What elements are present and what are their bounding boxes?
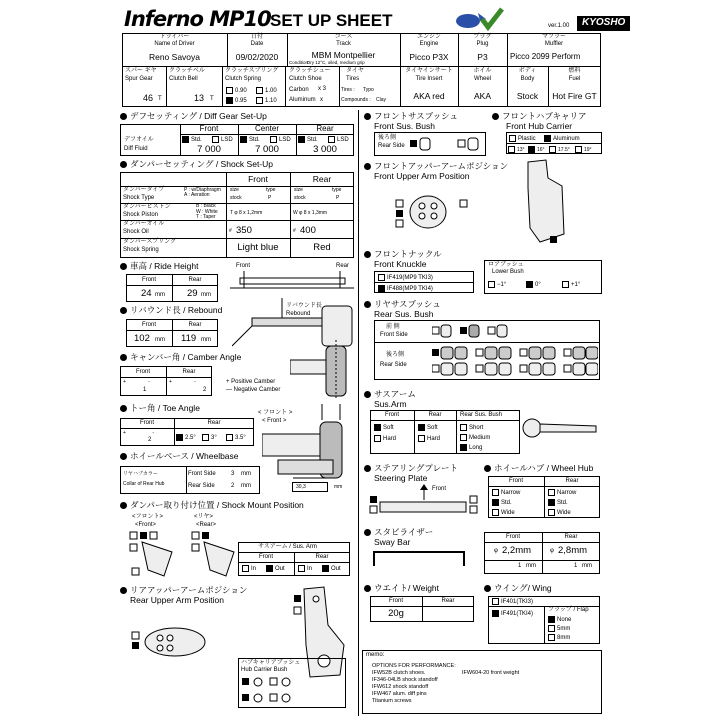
compounds-label: Compounds : — [341, 97, 371, 103]
rear-bush-long[interactable]: Long — [460, 444, 482, 451]
memo-line-2: IF346-04LB shock standoff — [372, 677, 438, 683]
toe-rear-35[interactable]: 3.5° — [226, 434, 246, 441]
rebound-diagram-label: Rebound — [286, 311, 311, 317]
ride-diagram-front: Front — [236, 263, 251, 269]
shark-check-logo — [452, 5, 504, 33]
front-bush-rear-side-jp: 後ろ側 — [378, 135, 397, 141]
collar-label: Collar of Rear Hub — [123, 481, 165, 487]
clutch-shoe-label: Clutch Shoe — [289, 76, 322, 82]
insert-label-jp: タイヤインサート — [405, 68, 453, 74]
flap-none[interactable]: None — [548, 616, 571, 623]
diff-col-center: Center — [254, 124, 279, 133]
arm-rear-out[interactable]: Out — [322, 565, 341, 572]
wheel-hub-front-narrow[interactable]: Narrow — [492, 489, 520, 496]
shock-spring-rear: Red — [313, 242, 331, 253]
rear-bush-medium[interactable]: Medium — [460, 434, 490, 441]
muffler-value: Picco 2099 Perform — [510, 53, 581, 61]
clutch-spring-opt-095[interactable]: 0.95 — [226, 97, 247, 104]
compounds-value: Clay — [376, 97, 387, 103]
weight-title: ウエイト/ Weight — [364, 584, 439, 593]
damper-col-rear: Rear — [312, 174, 332, 184]
wheel-label-jp: ホイル — [473, 68, 492, 74]
knuckle-if419[interactable]: IF419(MP9 TKI3) — [378, 274, 433, 281]
condition-label: Condition: — [289, 60, 310, 65]
wheel-hub-rear-wide[interactable]: Wide — [548, 509, 571, 516]
wheelbase-dim-unit: mm — [334, 484, 343, 490]
wheelbase-section-title: ホイールベース / Wheelbase — [120, 452, 239, 461]
shock-type-label: Shock Type — [123, 195, 155, 201]
date-label-jp: 日付 — [250, 34, 263, 40]
camber-negative-legend: — Negative Camber — [226, 387, 281, 393]
rear-bush-title: リヤサスブッシュ — [364, 300, 441, 309]
sus-arm-mount-rear: Rear — [315, 554, 329, 560]
front-hub-carrier-diagram — [516, 158, 576, 248]
front-hub-175[interactable]: 17.5° — [549, 146, 570, 153]
ride-height-diagram — [230, 268, 354, 292]
spur-label: Spur Gear — [125, 76, 153, 82]
muffler-label-jp: マフラー — [541, 34, 566, 40]
shoe-carbon-label: Carbon — [289, 87, 309, 93]
shock-typecol-label-rear: type — [332, 187, 342, 193]
wing-if401[interactable]: IF401(TKI3) — [492, 598, 533, 605]
wheel-hub-title: ホイールハブ / Wheel Hub — [484, 464, 593, 473]
track-label-jp: コース — [334, 34, 353, 40]
shock-spring-label-jp: ダンパースプリング — [123, 239, 176, 245]
shock-size-front: stock — [230, 195, 242, 201]
front-upper-arm-diagram — [380, 186, 480, 246]
hub-bush-label-jp: ハブキャリアブッシュ — [241, 660, 301, 666]
sus-arm-rear-hard[interactable]: Hard — [418, 435, 440, 442]
tires-type-label: Tires : — [341, 87, 355, 93]
rear-bush-rear-side-jp: 後ろ側 — [386, 352, 405, 358]
wing-title: ウイング/ Wing — [484, 584, 552, 593]
lower-bush-label: Lower Bush — [492, 269, 524, 275]
diff-rear-fluid: 3 000 — [313, 144, 337, 155]
shock-mount-front-jp: <フロント> — [132, 514, 164, 520]
sus-arm-front-hard[interactable]: Hard — [374, 435, 396, 442]
piston-label: Shock Piston — [123, 212, 159, 218]
track-value: MBM Montpellier — [311, 50, 376, 60]
sus-arm-col-rear: Rear — [428, 412, 442, 418]
engine-value: Picco P3X — [409, 52, 449, 62]
camber-front-value: 1 — [143, 387, 147, 393]
tires-label-jp: タイヤ — [346, 68, 364, 74]
diff-col-rear: Rear — [316, 124, 334, 133]
camber-col-rear: Rear — [182, 369, 196, 375]
sway-title: スタビライザー — [364, 528, 433, 537]
collar-rear-value: 2 — [231, 483, 235, 489]
diff-section-title: デフセッティング / Diff Gear Set-Up — [120, 112, 267, 121]
ride-section-title: 車高 / Ride Height — [120, 262, 199, 271]
diff-fluid-label: Diff Fluid — [124, 146, 148, 152]
driver-value: Reno Savoya — [148, 52, 201, 62]
wheel-value: AKA — [473, 91, 491, 101]
arm-front-in[interactable]: In — [242, 565, 256, 572]
sway-rear-phi: φ — [550, 548, 554, 554]
sus-arm-col-bush: Rear Sus. Bush — [460, 412, 503, 418]
sus-arm-front-soft[interactable]: Soft — [374, 424, 394, 431]
column-divider — [358, 110, 359, 716]
front-upper-title: フロントアッパーアームポジション — [364, 162, 508, 171]
diff-rear-std[interactable]: Std. — [298, 136, 318, 143]
engine-label: Engine — [419, 41, 439, 47]
fuel-label: Fuel — [568, 76, 581, 82]
shock-oil-label-jp: ダンパーオイル — [123, 221, 165, 227]
rebound-col-front: Front — [141, 322, 156, 328]
damper-section-title: ダンパーセッティング / Shock Set-Up — [120, 160, 273, 169]
model-logo: Inferno MP10 — [124, 7, 271, 31]
front-bush-title-en: Front Sus. Bush — [374, 121, 435, 131]
memo-line-4: IFW467 alum. diff pins — [372, 691, 427, 697]
toe-front-value: 2 — [148, 437, 152, 443]
rear-bush-short[interactable]: Short — [460, 424, 483, 431]
diff-front-std[interactable]: Std. — [182, 136, 202, 143]
rebound-col-rear: Rear — [188, 322, 202, 328]
spur-label-jp: スパー ギヤ — [125, 68, 157, 74]
ride-diagram-rear: Rear — [336, 263, 350, 269]
sway-front-phi: φ — [494, 548, 498, 554]
piston-rear: W φ 8 x 1,3mm — [293, 210, 328, 216]
knuckle-title-en: Front Knuckle — [374, 259, 427, 269]
clutch-spring-opt-100[interactable]: 1.00 — [256, 87, 277, 94]
collar-label-jp: リヤハブカラー — [123, 471, 158, 477]
shoe-alu-label: Aluminum — [289, 97, 316, 103]
collar-rear-side-label: Rear Side — [188, 483, 215, 489]
toe-diagram-label-jp: < フロント > — [258, 410, 293, 416]
sus-arm-title-en: Sus.Arm — [374, 399, 407, 409]
collar-front-unit: mm — [241, 471, 251, 477]
toe-rear-3[interactable]: 3° — [202, 434, 217, 441]
shock-size-rear: stock — [294, 195, 306, 201]
bell-unit: T — [210, 96, 214, 102]
collar-rear-unit: mm — [241, 483, 251, 489]
shock-typecol-label-front: type — [266, 187, 276, 193]
sus-arm-title: サスアーム — [364, 390, 416, 399]
condition-value: Dry 12°C, oiled, medium grip — [307, 60, 365, 65]
toe-section-title: トー角 / Toe Angle — [120, 404, 200, 413]
driver-label: Name of Driver — [154, 41, 195, 47]
toe-rear-25[interactable]: 2.5° — [176, 434, 196, 441]
tires-type-value: Typo — [363, 87, 374, 93]
diff-center-fluid: 7 000 — [255, 144, 279, 155]
wheel-label: Wheel — [473, 76, 491, 82]
sway-col-front: Front — [505, 534, 520, 540]
sway-col-rear: Rear — [564, 534, 578, 540]
shock-spring-label: Shock Spring — [123, 247, 159, 253]
front-hub-13[interactable]: 13° — [508, 146, 525, 153]
spur-value: 46 — [143, 93, 154, 103]
flap-label: フラップ / Flap — [548, 607, 589, 613]
steering-plate-diagram — [366, 482, 482, 522]
sus-arm-mount-front: Front — [258, 554, 273, 560]
diff-rear-lsd[interactable]: LSD — [328, 136, 349, 143]
clutch-shoe-label-jp: クラッチシュー — [289, 68, 331, 74]
rear-bush-rear-side: Rear Side — [380, 362, 407, 368]
sway-rear-count-unit: mm — [582, 563, 592, 569]
lower-bush-m1[interactable]: −1° — [488, 281, 506, 288]
camber-positive-legend: + Positive Camber — [226, 379, 276, 385]
sus-arm-diagram — [520, 414, 600, 442]
memo-side-note: IFW604-20 front weight — [462, 670, 520, 676]
wheel-hub-rear-narrow[interactable]: Narrow — [548, 489, 576, 496]
front-shock-mount-diagram — [128, 530, 178, 580]
fuel-value: Hot Fire GT — [552, 91, 597, 101]
sway-rear-value: 2,8mm — [558, 545, 588, 556]
wheel-hub-front-std[interactable]: Std. — [492, 499, 512, 506]
sway-title-en: Sway Bar — [374, 537, 411, 547]
camber-diagram — [290, 340, 354, 398]
rebound-section-title: リバウンド長 / Rebound — [120, 306, 222, 315]
muffler-label: Muffler — [544, 41, 564, 47]
sway-front-count-unit: mm — [526, 563, 536, 569]
clutch-spring-opt-110[interactable]: 1.10 — [256, 97, 277, 104]
bell-label: Clutch Bell — [169, 76, 198, 82]
rear-shock-mount-diagram — [190, 530, 240, 580]
spur-unit: T — [158, 96, 162, 102]
shock-size-label-front: size — [230, 187, 239, 193]
plug-label-jp: プラグ — [473, 34, 492, 40]
sway-front-count: 1 — [518, 563, 522, 569]
body-value: Stock — [516, 91, 539, 101]
clutch-spring-opt-090[interactable]: 0.90 — [226, 87, 247, 94]
wheelbase-dim-value: 30,3 — [296, 484, 306, 490]
memo-line-1: IFW52B clutch shoes. — [372, 670, 426, 676]
toe-col-front: Front — [139, 420, 154, 426]
sway-bar-diagram — [370, 548, 470, 572]
version-label: ver.1.00 — [548, 23, 570, 29]
plug-label: Plug — [476, 41, 489, 47]
shoe-carbon-count: x 3 — [318, 86, 327, 92]
plug-value: P3 — [477, 52, 488, 62]
weight-front-value: 20g — [388, 608, 404, 619]
track-label: Track — [336, 41, 351, 47]
ride-col-rear: Rear — [188, 277, 202, 283]
camber-rear-value: 2 — [203, 387, 207, 393]
front-upper-title-en: Front Upper Arm Position — [374, 171, 470, 181]
insert-value: AKA red — [413, 91, 445, 101]
sus-arm-rear-soft[interactable]: Soft — [418, 424, 438, 431]
ride-front-unit: mm — [155, 292, 165, 298]
camber-section-title: キャンバー角 / Camber Angle — [120, 353, 241, 362]
piston-front: T φ 8 x 1,2mm — [230, 210, 263, 216]
front-hub-aluminum[interactable]: Aluminum — [544, 135, 580, 142]
steering-title-en: Steering Plate — [374, 473, 428, 483]
collar-front-side-label: Front Side — [188, 471, 216, 477]
body-label: Body — [520, 76, 535, 82]
body-label-jp: ボディ — [518, 68, 537, 74]
diff-fluid-label-jp: デフオイル — [124, 137, 154, 143]
wheel-hub-front-wide[interactable]: Wide — [492, 509, 515, 516]
diff-col-front: Front — [199, 124, 219, 133]
shock-mount-rear-jp: <リヤ> — [194, 514, 213, 520]
rebound-rear-unit: mm — [201, 337, 211, 343]
rear-upper-title: リアアッパーアームポジション — [120, 586, 247, 595]
wing-if491[interactable]: IF491(TKI4) — [492, 610, 533, 617]
rebound-rear-value: 119 — [181, 333, 197, 344]
flap-8mm[interactable]: 8mm — [548, 634, 570, 641]
front-hub-title: フロントハブキャリア — [492, 112, 587, 121]
fuel-label-jp: 燃料 — [568, 68, 581, 74]
front-hub-19[interactable]: 19° — [575, 146, 592, 153]
rear-bush-front-side-jp: 前 側 — [386, 324, 400, 330]
rebound-diagram-label-jp: リバウンド長 — [286, 303, 322, 309]
shock-type-front: P — [268, 195, 272, 201]
damper-col-front: Front — [248, 174, 268, 184]
ride-col-front: Front — [141, 277, 156, 283]
rebound-front-value: 102 — [134, 333, 150, 344]
rear-bush-rear-options[interactable] — [432, 346, 598, 378]
sus-arm-mount-title: サスアーム / Sus. Arm — [258, 544, 317, 550]
rear-bush-front-options[interactable] — [432, 324, 522, 338]
shock-type-legend: P : w/Diaphragm A : Aeration — [184, 187, 221, 199]
diff-center-lsd[interactable]: LSD — [270, 136, 291, 143]
weight-col-front: Front — [388, 598, 403, 604]
shock-size-label-rear: size — [294, 187, 303, 193]
flap-5mm[interactable]: 5mm — [548, 625, 570, 632]
steering-title: ステアリングプレート — [364, 464, 458, 473]
memo-line-5: Titanium screws — [372, 698, 412, 704]
shock-oil-front: 350 — [236, 225, 252, 236]
front-hub-16[interactable]: 16° — [528, 146, 545, 153]
shock-mount-front: <Front> — [135, 522, 157, 528]
clutch-spring-label: Clutch Spring — [225, 76, 262, 82]
rear-bush-title-en: Rear Sus. Bush — [374, 309, 434, 319]
diff-center-std[interactable]: Std. — [240, 136, 260, 143]
sway-front-value: 2,2mm — [502, 545, 532, 556]
memo-label: memo: — [366, 652, 385, 658]
bell-value: 13 — [194, 93, 205, 103]
ride-front-value: 24 — [141, 288, 152, 299]
sway-rear-count: 1 — [574, 563, 578, 569]
arm-rear-in[interactable]: In — [298, 565, 312, 572]
lower-bush-0[interactable]: 0° — [526, 281, 541, 288]
shock-type-rear: P — [336, 195, 340, 201]
rebound-front-unit: mm — [155, 337, 165, 343]
front-hub-title-en: Front Hub Carrier — [506, 121, 573, 131]
shock-oil-rear: 400 — [300, 225, 316, 236]
collar-front-value: 3 — [231, 471, 235, 477]
wheel-hub-col-front: Front — [508, 478, 523, 484]
memo-heading: OPTIONS FOR PERFORMANCE: — [372, 663, 456, 669]
toe-diagram-label: < Front > — [262, 418, 287, 424]
hub-bush-label: Hub Carrier Bush — [241, 667, 288, 673]
ride-rear-value: 29 — [187, 288, 198, 299]
bell-label-jp: クラッチベル — [169, 68, 205, 74]
knuckle-if488[interactable]: IF488(MP9 TKI4) — [378, 285, 433, 292]
rear-upper-arm-diagram — [130, 612, 220, 672]
rear-bush-front-side: Front Side — [380, 332, 408, 338]
ride-rear-unit: mm — [201, 292, 211, 298]
arm-front-out[interactable]: Out — [266, 565, 285, 572]
brand-logo: KYOSHO — [577, 16, 630, 31]
diff-front-fluid: 7 000 — [197, 144, 221, 155]
shoe-alu-count: x — [320, 97, 323, 103]
steering-front-label: Front — [432, 486, 447, 492]
knuckle-title: フロントナックル — [364, 250, 442, 259]
piston-label-jp: ダンパーピストン — [123, 204, 171, 210]
wheel-hub-rear-std[interactable]: Std. — [548, 499, 568, 506]
clutch-spring-label-jp: クラッチスプリング — [225, 68, 279, 74]
tires-label: Tires — [346, 76, 360, 82]
camber-col-front: Front — [135, 369, 150, 375]
weight-col-rear: Rear — [441, 598, 455, 604]
sheet-title: SET UP SHEET — [270, 11, 393, 30]
date-label: Date — [250, 41, 264, 47]
front-hub-plastic[interactable]: Plastic — [509, 135, 536, 142]
engine-label-jp: エンジン — [417, 34, 441, 40]
piston-legend: B : Black W : White T : Taper — [196, 203, 218, 220]
date-value: 09/02/2020 — [235, 52, 279, 62]
memo-line-3: IFW612 shock standoff — [372, 684, 429, 690]
diff-front-lsd[interactable]: LSD — [212, 136, 233, 143]
toe-col-rear: Rear — [207, 420, 221, 426]
front-bush-title: フロントサスブッシュ — [364, 112, 458, 121]
shock-mount-rear: <Rear> — [196, 522, 217, 528]
front-bush-rear-side: Rear Side — [378, 143, 405, 149]
lower-bush-label-jp: ロアブッシュ — [488, 262, 524, 268]
hub-bush-options[interactable] — [242, 676, 342, 706]
shock-oil-label: Shock Oil — [123, 229, 149, 235]
front-bush-options[interactable] — [408, 136, 484, 152]
driver-label-jp: ドライバー — [159, 34, 190, 40]
shock-spring-front: Light blue — [237, 242, 279, 253]
insert-label: Tire Insert — [415, 76, 443, 82]
sus-arm-col-front: Front — [384, 412, 399, 418]
shock-type-label-jp: ダンパータイプ — [123, 187, 165, 193]
lower-bush-p1[interactable]: +1° — [562, 281, 580, 288]
wheel-hub-col-rear: Rear — [565, 478, 579, 484]
rear-upper-title-en: Rear Upper Arm Position — [130, 595, 225, 605]
shock-mount-section-title: ダンパー取り付け位置 / Shock Mount Position — [120, 501, 304, 510]
